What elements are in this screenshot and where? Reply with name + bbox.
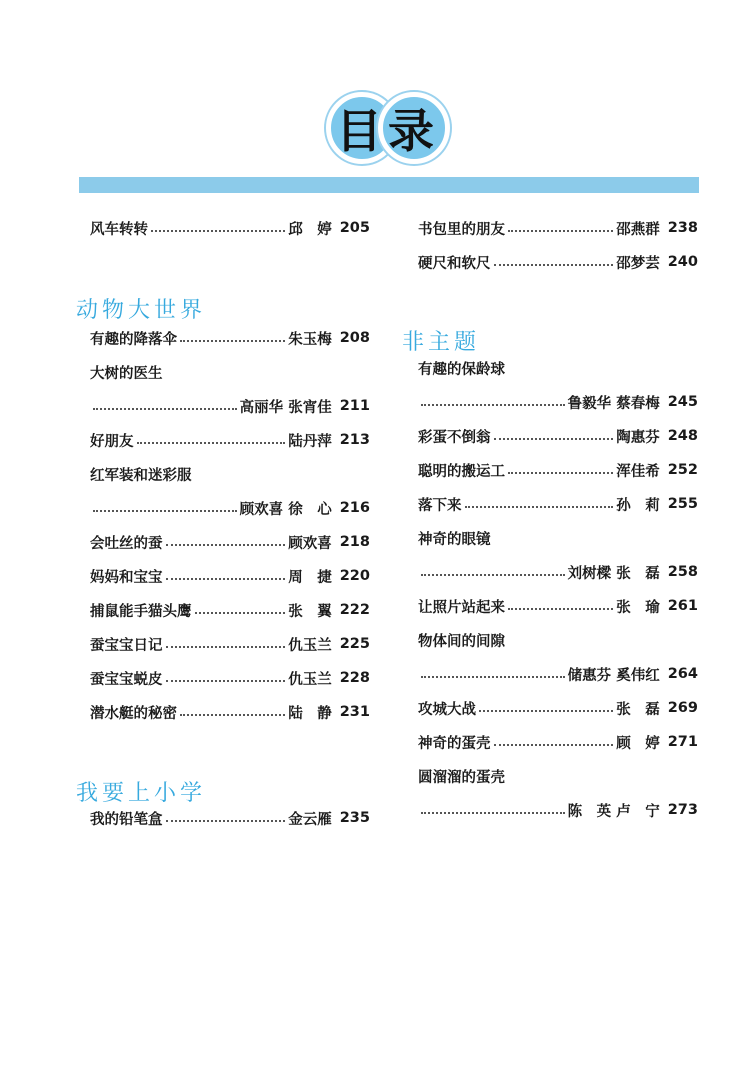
toc-entry[interactable]	[90, 599, 370, 621]
toc-entry[interactable]	[90, 429, 370, 451]
dot-leader	[151, 230, 285, 232]
toc-entry-page: 216	[339, 500, 370, 516]
toc-entry-title: 大树的医生	[90, 365, 163, 382]
toc-entry-title: 圆溜溜的蛋壳	[418, 769, 505, 786]
toc-entry[interactable]	[418, 251, 698, 273]
toc-entry[interactable]	[418, 629, 698, 651]
toc-entry-page: 211	[339, 398, 370, 414]
toc-entry-page: 261	[667, 598, 698, 614]
dot-leader	[137, 442, 286, 444]
toc-entry-author: 陆 静	[288, 705, 332, 722]
toc-entry[interactable]	[90, 667, 370, 689]
dot-leader	[195, 612, 286, 614]
toc-entry[interactable]	[418, 527, 698, 549]
toc-entry-title: 红军装和迷彩服	[90, 467, 192, 484]
dot-leader	[494, 264, 614, 266]
toc-entry-title: 神奇的蛋壳	[418, 735, 491, 752]
toc-entry-page: 231	[339, 704, 370, 720]
toc-entry-page: 240	[667, 254, 698, 270]
toc-entry-page: 222	[339, 602, 370, 618]
toc-entry-title: 好朋友	[90, 433, 134, 450]
section-heading: 动物大世界	[76, 298, 207, 323]
toc-entry[interactable]	[90, 361, 370, 383]
toc-entry-author: 仇玉兰	[288, 671, 332, 688]
dot-leader	[508, 608, 613, 610]
toc-entry-page: 264	[667, 666, 698, 682]
toc-entry-author: 孙 莉	[616, 497, 660, 514]
toc-entry[interactable]	[418, 663, 698, 685]
toc-entry-author: 顾欢喜	[288, 535, 332, 552]
toc-entry-page: 245	[667, 394, 698, 410]
toc-entry-page: 228	[339, 670, 370, 686]
toc-entry-page: 248	[667, 428, 698, 444]
toc-entry[interactable]	[90, 807, 370, 829]
dot-leader	[508, 472, 613, 474]
toc-entry-author: 浑佳希	[616, 463, 660, 480]
dot-leader	[180, 340, 285, 342]
toc-entry[interactable]	[90, 633, 370, 655]
toc-entry[interactable]	[90, 531, 370, 553]
toc-entry[interactable]	[418, 357, 698, 379]
toc-entry-author: 刘树樑 张 磊	[567, 565, 660, 582]
toc-entry-title: 落下来	[418, 497, 462, 514]
toc-entry[interactable]	[90, 463, 370, 485]
toc-entry-page: 235	[339, 810, 370, 826]
toc-entry-title: 会吐丝的蚕	[90, 535, 163, 552]
dot-leader	[93, 408, 237, 410]
toc-entry-title: 潜水艇的秘密	[90, 705, 177, 722]
toc-entry[interactable]	[90, 395, 370, 417]
dot-leader	[166, 578, 286, 580]
dot-leader	[93, 510, 237, 512]
toc-entry-author: 金云雁	[288, 811, 332, 828]
toc-entry[interactable]	[418, 765, 698, 787]
toc-entry-title: 有趣的保龄球	[418, 361, 505, 378]
header-divider-bar	[79, 177, 699, 193]
toc-entry-page: 213	[339, 432, 370, 448]
toc-entry-title: 神奇的眼镜	[418, 531, 491, 548]
toc-entry-author: 邵梦芸	[616, 255, 660, 272]
toc-entry[interactable]	[418, 561, 698, 583]
toc-entry-title: 让照片站起来	[418, 599, 505, 616]
toc-entry[interactable]	[90, 217, 370, 239]
toc-entry-title: 风车转转	[90, 221, 148, 238]
toc-entry-author: 陶惠芬	[616, 429, 660, 446]
toc-entry-page: 205	[339, 220, 370, 236]
dot-leader	[421, 574, 565, 576]
toc-entry[interactable]	[418, 697, 698, 719]
toc-entry[interactable]	[418, 217, 698, 239]
toc-entry-page: 255	[667, 496, 698, 512]
toc-entry[interactable]	[418, 731, 698, 753]
toc-entry-title: 有趣的降落伞	[90, 331, 177, 348]
toc-entry-author: 周 捷	[288, 569, 332, 586]
dot-leader	[494, 744, 614, 746]
toc-entry-title: 聪明的搬运工	[418, 463, 505, 480]
toc-entry-author: 张 磊	[616, 701, 660, 718]
section-heading: 非主题	[402, 330, 481, 355]
toc-entry-title: 书包里的朋友	[418, 221, 505, 238]
dot-leader	[166, 544, 286, 546]
dot-leader	[421, 404, 565, 406]
toc-entry-author: 顾 婷	[616, 735, 660, 752]
title-badge	[326, 92, 450, 164]
dot-leader	[166, 646, 286, 648]
toc-entry-author: 张 翼	[288, 603, 332, 620]
page-title: 目录	[336, 104, 440, 158]
toc-entry-title: 硬尺和软尺	[418, 255, 491, 272]
dot-leader	[166, 820, 286, 822]
dot-leader	[494, 438, 614, 440]
dot-leader	[180, 714, 285, 716]
toc-entry[interactable]	[418, 459, 698, 481]
toc-entry-author: 陆丹萍	[288, 433, 332, 450]
toc-entry-page: 220	[339, 568, 370, 584]
toc-entry[interactable]	[418, 493, 698, 515]
toc-entry-author: 仇玉兰	[288, 637, 332, 654]
toc-entry-title: 物体间的间隙	[418, 633, 505, 650]
dot-leader	[421, 812, 565, 814]
toc-entry-title: 妈妈和宝宝	[90, 569, 163, 586]
toc-entry[interactable]	[90, 565, 370, 587]
toc-entry-author: 张 瑜	[616, 599, 660, 616]
toc-entry[interactable]	[90, 327, 370, 349]
toc-entry-author: 储惠芬 奚伟红	[567, 667, 660, 684]
toc-entry-page: 258	[667, 564, 698, 580]
dot-leader	[421, 676, 565, 678]
toc-entry-page: 271	[667, 734, 698, 750]
toc-entry-page: 225	[339, 636, 370, 652]
toc-entry-title: 蚕宝宝蜕皮	[90, 671, 163, 688]
toc-entry[interactable]	[90, 701, 370, 723]
toc-entry[interactable]	[418, 425, 698, 447]
toc-entry-title: 捕鼠能手猫头鹰	[90, 603, 192, 620]
toc-entry-author: 高丽华 张宵佳	[239, 399, 332, 416]
toc-entry-title: 彩蛋不倒翁	[418, 429, 491, 446]
toc-entry-page: 273	[667, 802, 698, 818]
toc-entry-page: 208	[339, 330, 370, 346]
toc-entry-page: 218	[339, 534, 370, 550]
toc-entry-author: 顾欢喜 徐 心	[239, 501, 332, 518]
toc-entry[interactable]	[90, 497, 370, 519]
toc-entry-author: 鲁毅华 蔡春梅	[567, 395, 660, 412]
toc-entry-page: 238	[667, 220, 698, 236]
dot-leader	[508, 230, 613, 232]
dot-leader	[166, 680, 286, 682]
toc-entry[interactable]	[418, 595, 698, 617]
toc-entry-author: 朱玉梅	[288, 331, 332, 348]
toc-entry-page: 252	[667, 462, 698, 478]
dot-leader	[479, 710, 613, 712]
toc-entry-author: 邱 婷	[288, 221, 332, 238]
toc-entry-author: 陈 英 卢 宁	[567, 803, 660, 820]
dot-leader	[465, 506, 614, 508]
section-heading: 我要上小学	[76, 781, 207, 806]
toc-entry-title: 我的铅笔盒	[90, 811, 163, 828]
toc-entry[interactable]	[418, 391, 698, 413]
toc-entry-title: 蚕宝宝日记	[90, 637, 163, 654]
toc-entry-page: 269	[667, 700, 698, 716]
toc-entry-title: 攻城大战	[418, 701, 476, 718]
toc-entry[interactable]	[418, 799, 698, 821]
toc-entry-author: 邵燕群	[616, 221, 660, 238]
